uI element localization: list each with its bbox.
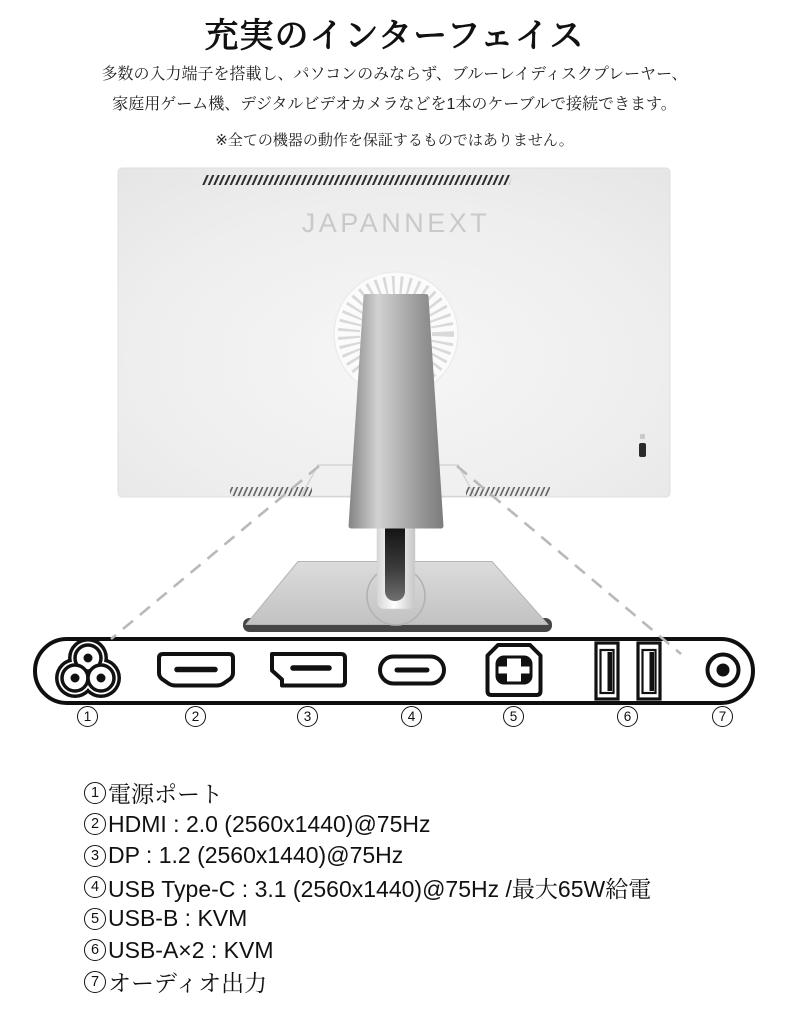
port-number-5: 5	[503, 706, 524, 727]
port-panel	[33, 637, 755, 705]
usb-c-port-icon	[375, 652, 449, 688]
hdmi-port-icon	[154, 648, 238, 692]
stand-arm	[351, 297, 441, 527]
hdmi-port	[154, 648, 238, 692]
displayport-icon	[266, 648, 350, 692]
spec-number-5: 5	[84, 908, 106, 930]
spec-text-6: USB-A×2 : KVM	[108, 936, 274, 963]
spec-row-usb-c	[84, 872, 651, 904]
port-spec-list	[84, 777, 651, 998]
cable-slot	[385, 520, 405, 601]
usb-b-port-icon	[481, 641, 547, 699]
page-title: 充実のインターフェイス	[204, 17, 585, 55]
usb-a-port-2	[638, 643, 660, 699]
spec-text-5: USB-B : KVM	[108, 905, 248, 932]
spec-row-power	[84, 777, 651, 809]
power-port	[51, 635, 125, 705]
spec-text-7: オーディオ出力	[108, 970, 268, 997]
spec-number-3: 3	[84, 845, 106, 867]
bottom-vent-right	[466, 487, 550, 496]
audio-out-port	[701, 648, 745, 692]
spec-row-usb-b	[84, 903, 651, 935]
audio-out-icon	[701, 648, 745, 692]
port-number-1: 1	[77, 706, 98, 727]
spec-text-1: 電源ポート	[108, 781, 223, 808]
spec-row-hdmi	[84, 809, 651, 841]
port-number-2: 2	[185, 706, 206, 727]
spec-text-2: HDMI : 2.0 (2560x1440)@75Hz	[108, 810, 431, 837]
brand-logo: JAPANNEXT	[301, 208, 491, 238]
spec-row-dp	[84, 840, 651, 872]
port-number-4: 4	[401, 706, 422, 727]
port-number-7: 7	[712, 706, 733, 727]
spec-number-6: 6	[84, 939, 106, 961]
usb-c-port	[375, 652, 449, 688]
port-number-3: 3	[297, 706, 318, 727]
port-number-6: 6	[617, 706, 638, 727]
kensington-lock-slot	[639, 443, 646, 457]
usb-a-port-1	[596, 643, 618, 699]
spec-number-2: 2	[84, 813, 106, 835]
usb-a-dual-port-icon	[589, 640, 667, 702]
top-vent	[202, 175, 513, 185]
spec-row-usb-a	[84, 935, 651, 967]
spec-text-4: USB Type-C : 3.1 (2560x1440)@75Hz /最大65W給電	[108, 875, 652, 902]
description-line-1: 多数の入力端子を搭載し、パソコンのみならず、ブルーレイディスクプレーヤー、	[101, 66, 688, 83]
spec-number-4: 4	[84, 876, 106, 898]
disclaimer-note: ※全ての機器の動作を保証するものではありません。	[215, 132, 574, 149]
kensington-mark	[640, 434, 645, 439]
description-line-2: 家庭用ゲーム機、デジタルビデオカメラなどを1本のケーブルで接続できます。	[112, 96, 677, 113]
displayport	[266, 648, 350, 692]
power-port-icon	[51, 635, 125, 705]
usb-a-ports	[589, 640, 667, 702]
spec-number-7: 7	[84, 971, 106, 993]
usb-b-port	[481, 641, 547, 699]
spec-row-audio	[84, 966, 651, 998]
spec-number-1: 1	[84, 782, 106, 804]
spec-text-3: DP : 1.2 (2560x1440)@75Hz	[108, 842, 404, 869]
bottom-vent-left	[230, 487, 312, 496]
